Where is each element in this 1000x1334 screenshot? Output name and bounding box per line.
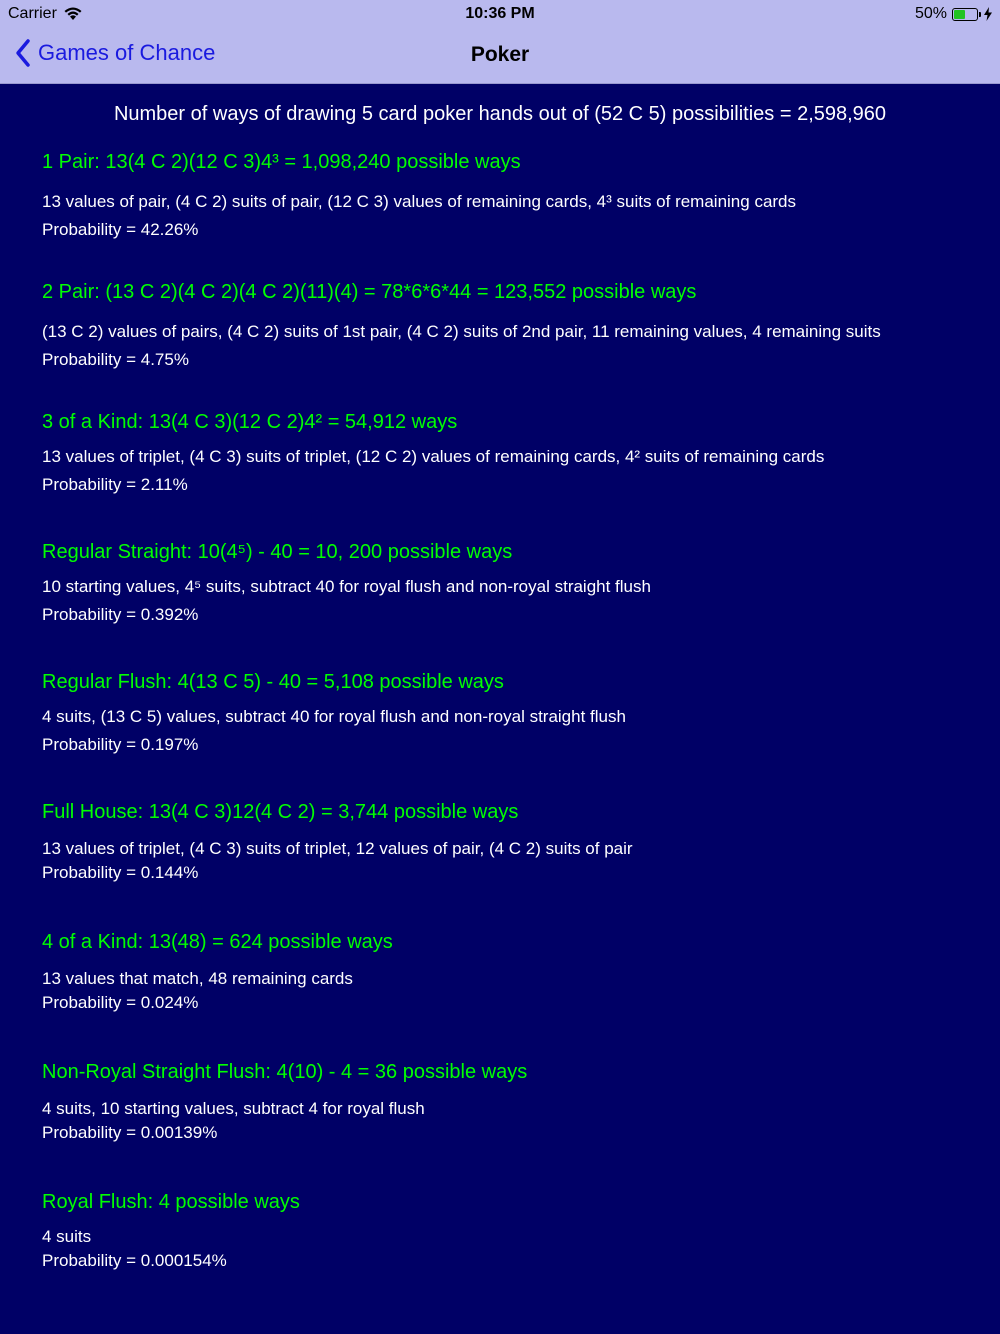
hand-heading: Royal Flush: 4 possible ways <box>42 1191 300 1213</box>
hand-heading: 2 Pair: (13 C 2)(4 C 2)(4 C 2)(11)(4) = 78*6*6*44 = 123,552 possible ways <box>42 281 697 303</box>
hand-description: 13 values that match, 48 remaining cards <box>42 969 353 988</box>
hand-heading: Full House: 13(4 C 3)12(4 C 2) = 3,744 possible ways <box>42 801 519 823</box>
hand-description: 4 suits, 10 starting values, subtract 4 for royal flush <box>42 1099 425 1118</box>
hand-heading: Regular Flush: 4(13 C 5) - 40 = 5,108 possible ways <box>42 671 504 693</box>
clock: 10:36 PM <box>465 5 535 22</box>
hand-probability: Probability = 0.00139% <box>42 1123 218 1142</box>
battery-percent: 50% <box>914 5 947 22</box>
hand-description: 10 starting values, 4⁵ suits, subtract 40 for royal flush and non-royal straight flush <box>42 577 651 596</box>
hand-probability: Probability = 0.197% <box>42 735 199 754</box>
battery-indicator <box>915 5 992 23</box>
navigation-bar <box>0 28 1000 84</box>
hand-heading: 3 of a Kind: 13(4 C 3)(12 C 2)4² = 54,912 ways <box>42 411 458 433</box>
hand-heading: Regular Straight: 10(4⁵) - 40 = 10, 200 possible ways <box>42 541 513 563</box>
hand-probability: Probability = 0.000154% <box>42 1251 227 1270</box>
hand-description: 13 values of pair, (4 C 2) suits of pair, (12 C 3) values of remaining cards, 4³ suits of remaining cards <box>42 192 797 211</box>
hand-description: 13 values of triplet, (4 C 3) suits of triplet, (12 C 2) values of remaining cards, 4² suits of remaining cards <box>42 447 825 466</box>
hand-heading: 1 Pair: 13(4 C 2)(12 C 3)4³ = 1,098,240 possible ways <box>42 151 521 173</box>
hand-description: (13 C 2) values of pairs, (4 C 2) suits of 1st pair, (4 C 2) suits of 2nd pair, 11 remaining values, 4 remaining suits <box>42 322 881 341</box>
hand-probability: Probability = 0.392% <box>42 605 199 624</box>
battery-icon <box>952 8 978 21</box>
hand-description: 13 values of triplet, (4 C 3) suits of triplet, 12 values of pair, (4 C 2) suits of pair <box>42 839 633 858</box>
hand-probability: Probability = 0.024% <box>42 993 199 1012</box>
hand-description: 4 suits, (13 C 5) values, subtract 40 for royal flush and non-royal straight flush <box>42 707 626 726</box>
battery-level <box>954 10 965 19</box>
battery-tip <box>979 12 981 17</box>
hand-probability: Probability = 0.144% <box>42 863 199 882</box>
hand-probability: Probability = 4.75% <box>42 350 189 369</box>
status-bar <box>0 0 1000 28</box>
summary-text: Number of ways of drawing 5 card poker hands out of (52 C 5) possibilities = 2,598,960 <box>113 103 887 125</box>
charging-bolt-icon <box>984 7 992 21</box>
hand-description: 4 suits <box>42 1227 92 1246</box>
hand-probability: Probability = 42.26% <box>42 220 199 239</box>
hand-heading: Non-Royal Straight Flush: 4(10) - 4 = 36 possible ways <box>42 1061 528 1083</box>
hand-heading: 4 of a Kind: 13(48) = 624 possible ways <box>42 931 393 953</box>
carrier-label: Carrier <box>8 5 57 22</box>
page-title: Poker <box>470 43 530 66</box>
back-button-label: Games of Chance <box>38 40 216 65</box>
hand-probability: Probability = 2.11% <box>42 475 188 494</box>
